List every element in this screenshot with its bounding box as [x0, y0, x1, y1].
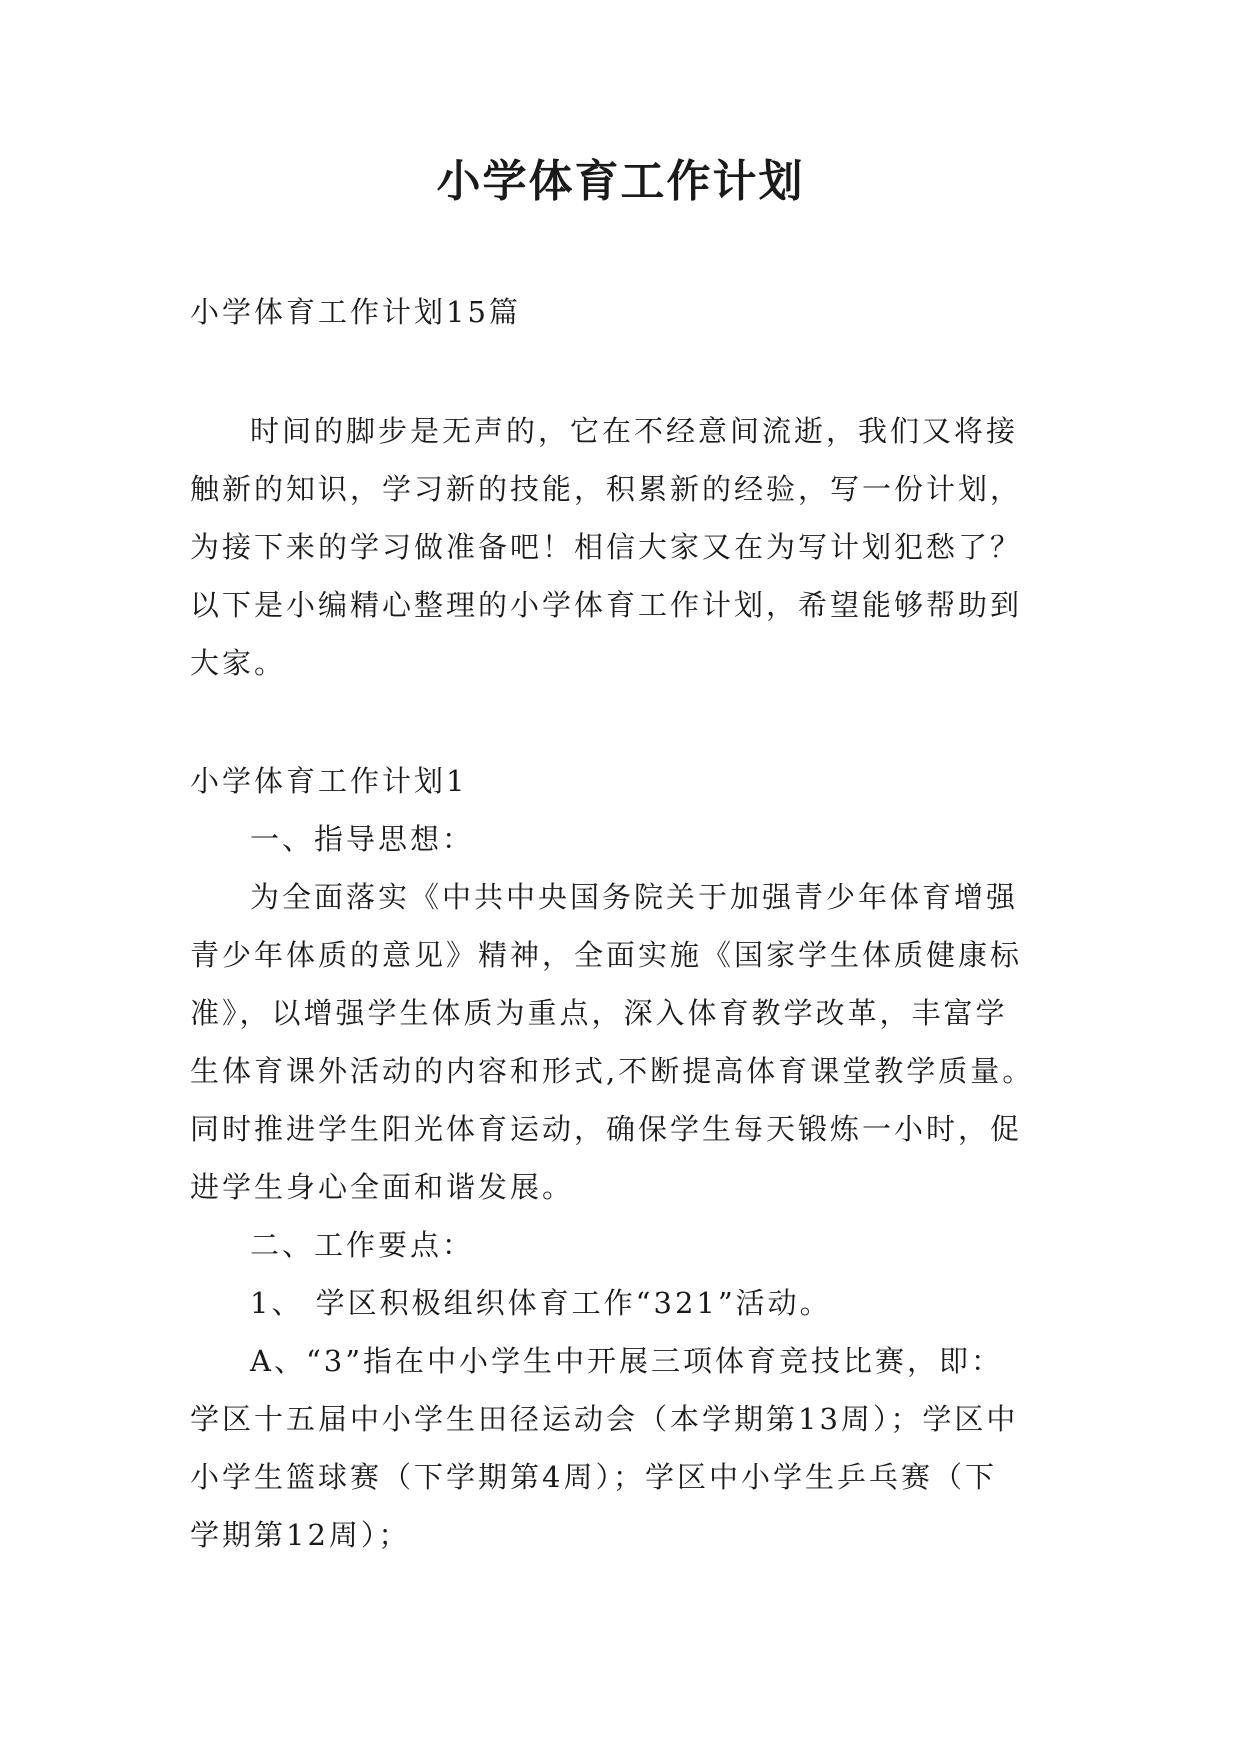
guiding-thought-line: 进学生身心全面和谐发展。: [190, 1170, 575, 1204]
guiding-thought-heading: 一、指导思想：: [250, 822, 475, 856]
work-points-heading: 二、工作要点：: [250, 1228, 475, 1262]
guiding-thought-line: 同时推进学生阳光体育运动，确保学生每天锻炼一小时，促: [190, 1112, 1023, 1146]
document-title: 小学体育工作计划: [436, 156, 805, 207]
intro-line: 以下是小编精心整理的小学体育工作计划，希望能够帮助到: [190, 588, 1023, 622]
work-point-item-a-line: 小学生篮球赛（下学期第4周）；学区中小学生乒乓赛（下: [190, 1460, 997, 1494]
intro-line: 为接下来的学习做准备吧！相信大家又在为写计划犯愁了？: [190, 530, 1023, 564]
section-heading: 小学体育工作计划1: [190, 764, 468, 798]
work-point-item-a-line: 学期第12周）；: [190, 1518, 411, 1552]
intro-line: 时间的脚步是无声的，它在不经意间流逝，我们又将接: [250, 414, 1019, 448]
work-point-item-a-line: A、“3”指在中小学生中开展三项体育竞技比赛，即：: [250, 1344, 1004, 1378]
document-subtitle: 小学体育工作计划15篇: [190, 295, 521, 329]
work-point-item-a-line: 学区十五届中小学生田径运动会（本学期第13周）；学区中: [190, 1402, 1019, 1436]
section-plan-1: [190, 752, 1050, 1564]
guiding-thought-line: 生体育课外活动的内容和形式,不断提高体育课堂教学质量。: [190, 1054, 1035, 1088]
intro-line: 大家。: [190, 646, 287, 680]
intro-paragraph: [190, 402, 1050, 692]
intro-line: 触新的知识，学习新的技能，积累新的经验，写一份计划，: [190, 472, 1023, 506]
work-point-item-1: 1、 学区积极组织体育工作“321”活动。: [250, 1286, 832, 1320]
guiding-thought-line: 准》，以增强学生体质为重点，深入体育教学改革，丰富学: [190, 996, 1008, 1030]
guiding-thought-line: 为全面落实《中共中央国务院关于加强青少年体育增强: [250, 880, 1019, 914]
guiding-thought-line: 青少年体质的意见》精神，全面实施《国家学生体质健康标: [190, 938, 1023, 972]
